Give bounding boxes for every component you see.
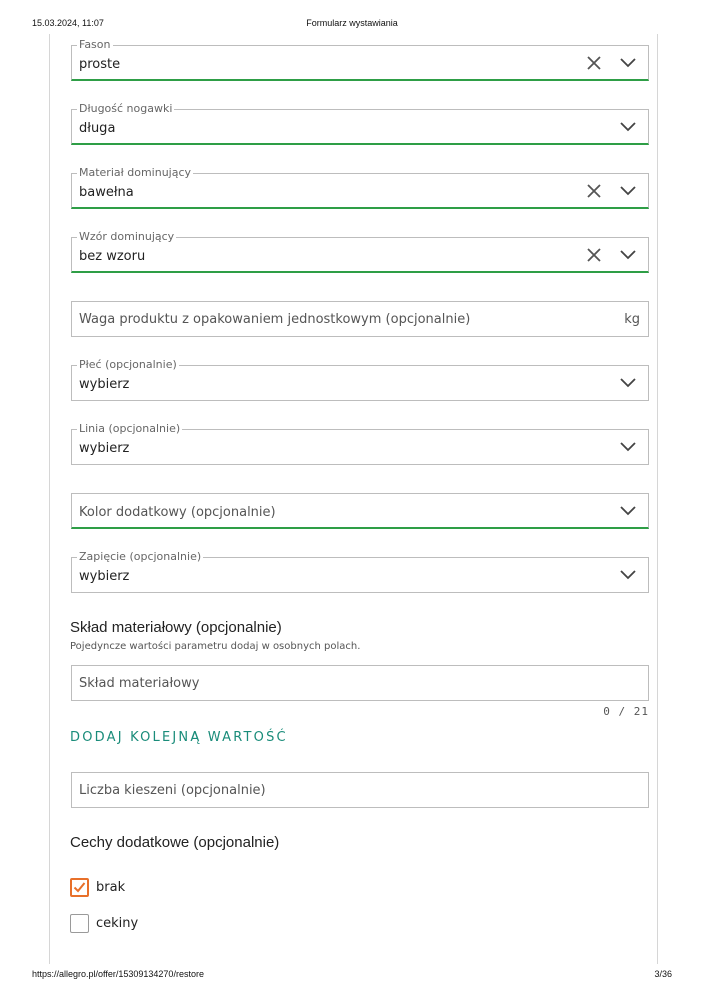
fason-label: Fason: [79, 38, 111, 51]
dlugosc-nogawki-select[interactable]: [71, 102, 649, 145]
print-footer: [32, 969, 672, 981]
sklad-counter: 0 / 21: [603, 705, 649, 718]
chevron-down-icon[interactable]: [618, 501, 638, 521]
chevron-down-icon[interactable]: [618, 117, 638, 137]
wzor-label: Wzór dominujący: [79, 230, 175, 243]
fason-value: proste: [79, 57, 121, 72]
material-value: bawełna: [79, 185, 134, 200]
kolor-placeholder: Kolor dodatkowy (opcjonalnie): [79, 505, 276, 520]
fason-select[interactable]: [71, 38, 649, 81]
chevron-down-icon[interactable]: [618, 245, 638, 265]
checkbox-unchecked[interactable]: [70, 914, 89, 933]
kolor-select[interactable]: [71, 493, 649, 529]
chevron-down-icon[interactable]: [618, 181, 638, 201]
checkbox-cekiny[interactable]: [70, 913, 138, 933]
wzor-value: bez wzoru: [79, 249, 146, 264]
material-label: Materiał dominujący: [79, 166, 192, 179]
dlugosc-nogawki-label: Długość nogawki: [79, 102, 173, 115]
chevron-down-icon[interactable]: [618, 53, 638, 73]
plec-value: wybierz: [79, 377, 130, 392]
plec-label: Płeć (opcjonalnie): [79, 358, 177, 371]
dlugosc-nogawki-value: długa: [79, 121, 116, 136]
print-url: https://allegro.pl/offer/15309134270/restore: [32, 969, 204, 979]
waga-unit: kg: [624, 312, 640, 327]
kieszenie-placeholder: Liczba kieszeni (opcjonalnie): [79, 783, 266, 798]
sklad-title: Skład materiałowy (opcjonalnie): [70, 619, 282, 636]
linia-value: wybierz: [79, 441, 130, 456]
close-icon[interactable]: [584, 53, 604, 73]
checkbox-checked[interactable]: [70, 878, 89, 897]
print-datetime: 15.03.2024, 11:07: [32, 18, 104, 28]
sklad-hint: Pojedyncze wartości parametru dodaj w osobnych polach.: [70, 641, 361, 652]
chevron-down-icon[interactable]: [618, 565, 638, 585]
kieszenie-input[interactable]: [71, 772, 649, 808]
checkmark-icon: [73, 881, 86, 894]
close-icon[interactable]: [584, 181, 604, 201]
sklad-placeholder: Skład materiałowy: [79, 676, 200, 691]
zapiecie-label: Zapięcie (opcjonalnie): [79, 550, 202, 563]
close-icon[interactable]: [584, 245, 604, 265]
waga-input[interactable]: [71, 301, 649, 337]
chevron-down-icon[interactable]: [618, 373, 638, 393]
cechy-title: Cechy dodatkowe (opcjonalnie): [70, 834, 280, 851]
sklad-input[interactable]: [71, 665, 649, 701]
wzor-select[interactable]: [71, 230, 649, 273]
zapiecie-select[interactable]: [71, 550, 649, 593]
print-page-number: 3/36: [654, 969, 672, 979]
plec-select[interactable]: [71, 358, 649, 401]
checkbox-label: brak: [96, 879, 126, 895]
linia-select[interactable]: [71, 422, 649, 465]
print-header: [32, 18, 672, 30]
checkbox-brak[interactable]: [70, 877, 125, 897]
linia-label: Linia (opcjonalnie): [79, 422, 181, 435]
add-value-button[interactable]: DODAJ KOLEJNĄ WARTOŚĆ: [70, 730, 288, 745]
material-select[interactable]: [71, 166, 649, 209]
checkbox-label: cekiny: [96, 915, 139, 931]
print-title: Formularz wystawiania: [306, 18, 398, 28]
zapiecie-value: wybierz: [79, 569, 130, 584]
chevron-down-icon[interactable]: [618, 437, 638, 457]
waga-placeholder: Waga produktu z opakowaniem jednostkowym (opcjonalnie): [79, 312, 471, 327]
